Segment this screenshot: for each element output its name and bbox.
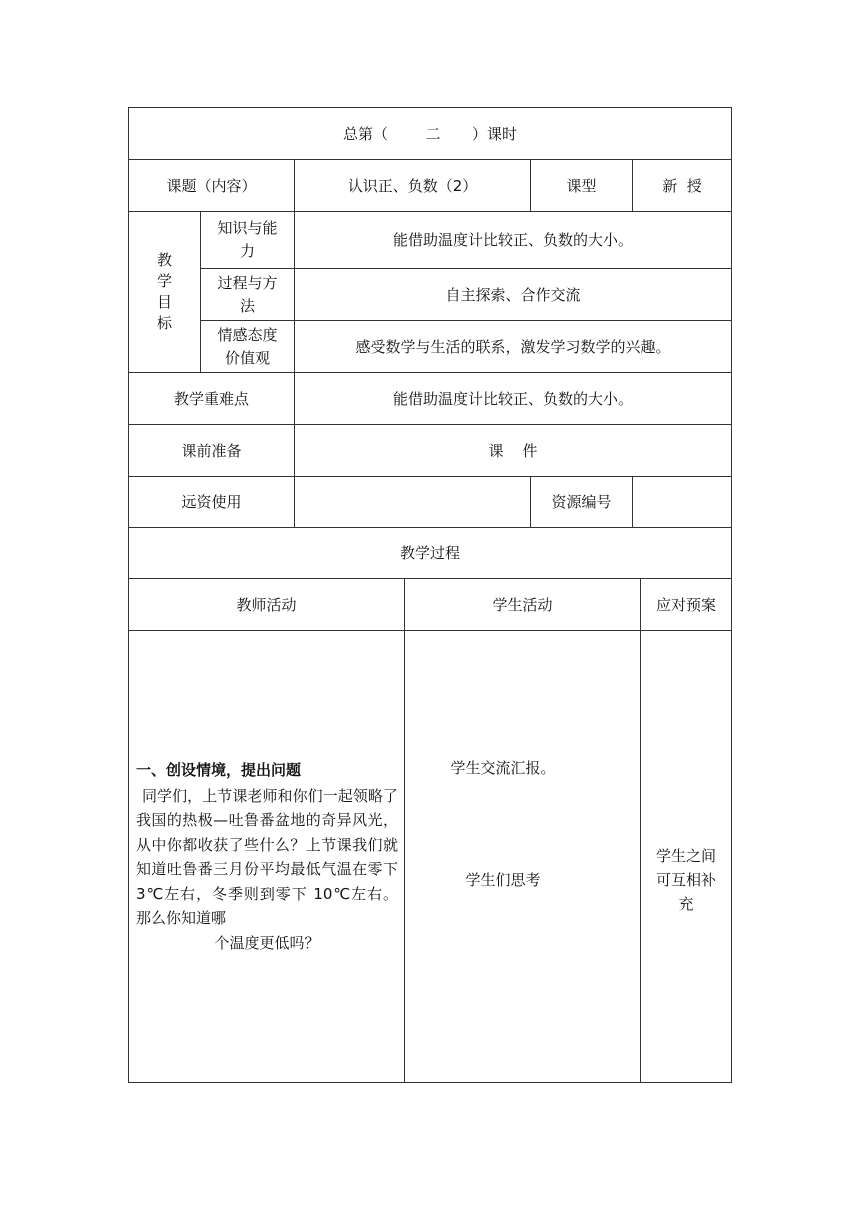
- lesson-number: 二: [425, 124, 441, 143]
- lesson-count-prefix: 总第（: [342, 124, 388, 143]
- goals-group-char: 学: [156, 272, 172, 290]
- goal-process-text: 自主探索、合作交流: [445, 285, 581, 304]
- goal-attitude-label: [201, 321, 294, 372]
- goal-process-label: [201, 269, 294, 320]
- remote-use-label: 远资使用: [181, 493, 242, 511]
- response-plan-header: 应对预案: [655, 595, 716, 614]
- resource-number-value: [633, 477, 731, 527]
- teacher-activity-header: 教师活动: [236, 595, 297, 614]
- key-points-label: 教学重难点: [173, 389, 249, 408]
- goals-group-char: 标: [156, 314, 172, 332]
- goal-knowledge-label: [201, 212, 294, 268]
- student-activity-report: 学生交流汇报。: [450, 759, 556, 777]
- section-title: 一、创设情境，提出问题: [136, 761, 302, 779]
- goals-group-label: [129, 212, 200, 372]
- student-activity-header: 学生活动: [492, 595, 553, 614]
- process-title: 教学过程: [399, 544, 460, 562]
- goal-knowledge-text: 能借助温度计比较正、负数的大小。: [392, 231, 633, 249]
- preparation-label: 课前准备: [181, 441, 242, 460]
- goal-label-line: 知识与能: [217, 219, 278, 237]
- teacher-activity-last-line: 个温度更低吗？: [214, 933, 320, 952]
- goal-label-line: 法: [239, 296, 255, 315]
- goal-label-line: 情感态度: [217, 325, 278, 344]
- student-activity-think: 学生们思考: [465, 871, 541, 889]
- lesson-type-label: 课型: [566, 176, 597, 195]
- teacher-activity-paragraph: 同学们，上节课老师和你们一起领略了我国的热极—吐鲁番盆地的奇异风光，从中你都收获了些什么？上节课我们就知道吐鲁番三月份平均最低气温在零下 3℃左右，冬季则到零下 10℃左右。那么你知道哪: [136, 786, 398, 927]
- resource-number-label: 资源编号: [551, 493, 612, 511]
- goal-label-line: 力: [239, 242, 255, 260]
- response-plan-text: 学生之间可互相补充: [655, 847, 716, 913]
- preparation-value: 课 件: [488, 441, 538, 460]
- lesson-count-header: [129, 108, 731, 159]
- goals-group-char: 目: [156, 293, 172, 311]
- topic-value: 认识正、负数（2）: [347, 176, 478, 195]
- lesson-type-value: 新 授: [662, 176, 702, 195]
- teacher-activity-content: [136, 758, 398, 955]
- topic-label: 课题（内容）: [166, 176, 257, 195]
- lesson-count-suffix: ）课时: [472, 124, 518, 143]
- remote-use-value: [295, 477, 530, 527]
- goal-attitude-text: 感受数学与生活的联系，激发学习数学的兴趣。: [355, 337, 671, 356]
- goal-label-line: 过程与方: [217, 273, 278, 292]
- key-points-value: 能借助温度计比较正、负数的大小。: [392, 389, 633, 408]
- goals-group-char: 教: [156, 251, 172, 269]
- goal-label-line: 价值观: [224, 348, 270, 367]
